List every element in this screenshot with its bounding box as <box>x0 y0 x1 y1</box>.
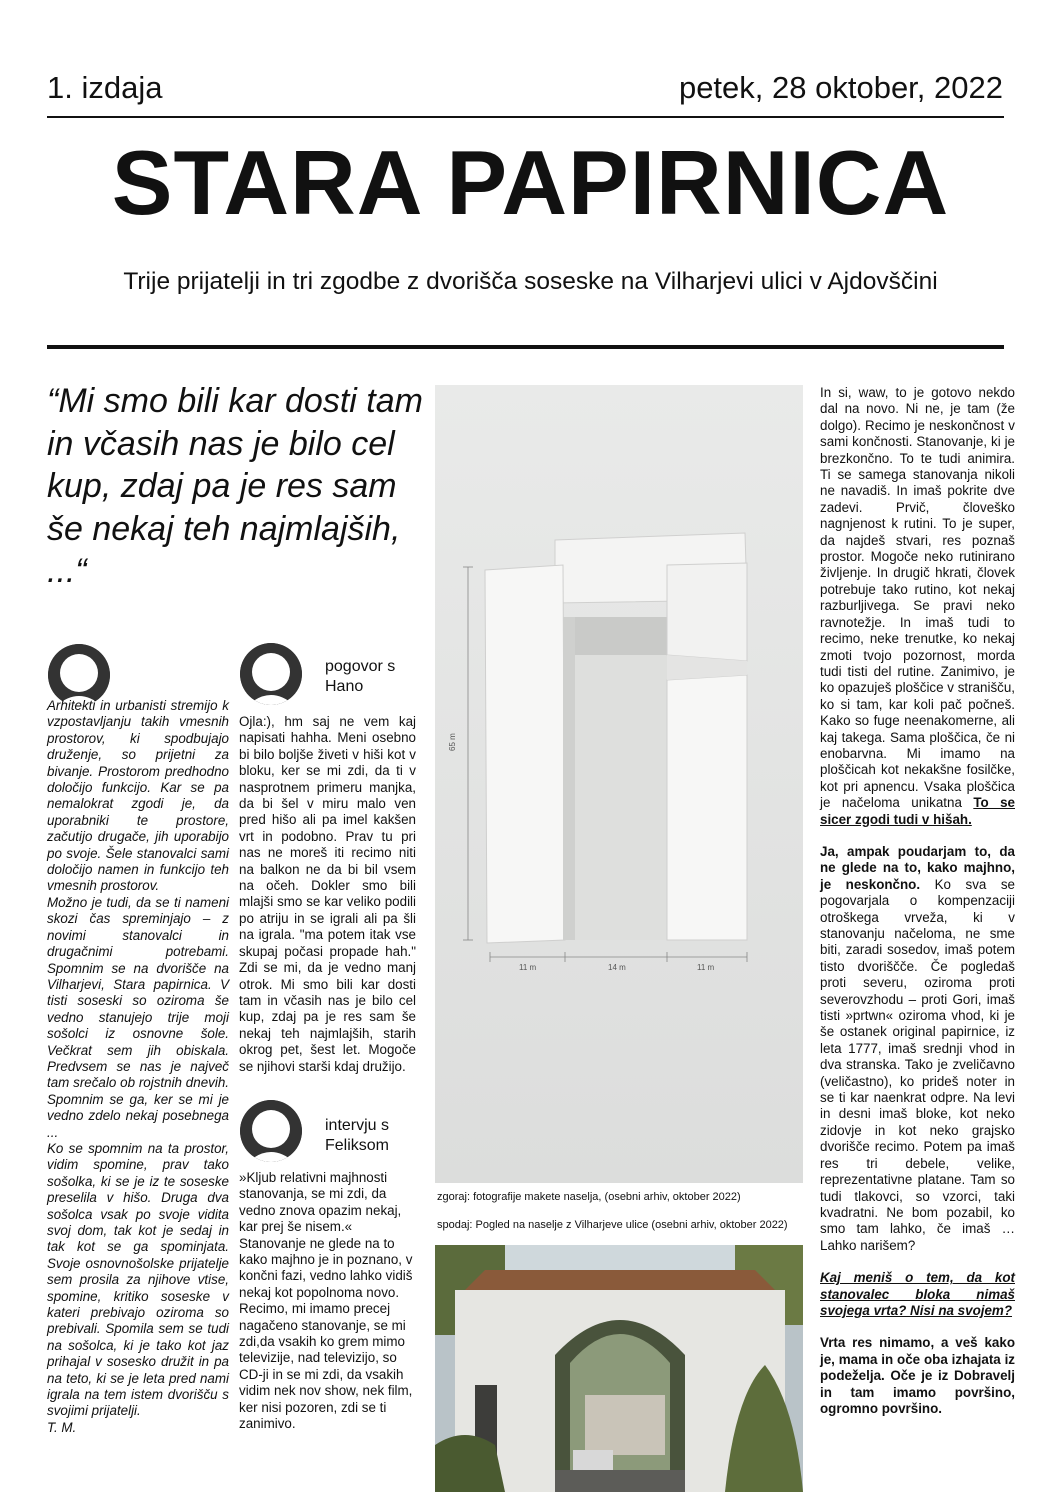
intro-paragraph: Arhitekti in urbanisti stremijo k vzpostavljanju takih vmesnih prostorov, ki spodbujajo druženje, so prijetni za bivanje. Prostorom predhodno določijo funkcijo. Kar se pa nemalokrat zgodi je, da uporabniki te prostore, začutijo drugače, jih uporabijo po svoje. Šele stanovalci sami določijo namen in funkcijo teh vmesnih prostorov. <box>47 698 229 894</box>
masthead-subtitle: Trije prijatelji in tri zgodbe z dvorišča soseske na Vilharjevi ulici v Ajdovščini <box>123 268 938 295</box>
intro-signature: T. M. <box>47 1419 77 1435</box>
interview-feliks-continued <box>820 385 1015 1417</box>
interview-paragraph: Ojla:), hm saj ne vem kaj napisati hahha. Meni osebno bi bilo boljše živeti v hiši kot v bloku, ker se mi zdi, da ti v nasprotnem primeru manjka, da bi šel v miru malo ven pred hišo ali pa imel kakšen vrt in podobno. Prav tu pri nas ne moreš iti recimo niti na balkon ne da bi bil vsem na očeh. Dokler smo bili mlajši smo se kar veliko podili po atriju in se igrali ali pa šli na igrala. "ma potem itak vse skupaj počasi propade hah." Zdi se mi, da je vedno manj otrok. Mi smo bili kar dosti tam in včasih nas je bilo cel kup, zdaj pa je res sam še nekaj teh najmlajših, starih okrog pet, šest let. Mogoče se njihovi starši kdaj družijo. <box>239 714 416 1074</box>
model-photo <box>435 385 803 1183</box>
interview-hana-text <box>239 714 416 1075</box>
interview-question: Kaj meniš o tem, da kot stanovalec bloka nimaš svojega vrta? Nisi na svojem? <box>820 1270 1015 1318</box>
interview-paragraph: In si, waw, to je gotovo nekdo dal na novo. Ni ne, je tam (že dolgo). Recimo je neskončnost v sami končnosti. Stanovanje, ki je brezkončno. To te tudi animira. Ti se samega stanovanja nikoli ne navadiš. In imaš pokrite dve zadevi. Prvič, človeško nagnjenost k rutini. To je super, da najdeš stvari, res poznaš prostor. Mogoče neko rutinirano življenje. In drugič hkrati, človek potrebuje tako rutino, kot nekaj razburljivega. Se pravi neko ravnotežje. In imaš tudi to recimo, neke trenutke, ko nekaj zmoti tvojo pozornost, morda tudi tisti del rutine. Zanimivo, je ko opazuješ ploščice v stranišču, ko si tam, kar koli pač počneš. Kako so fuge neenakomerne, ali kaj takega. Sama ploščica, če ni enobarvna. Mi imamo na ploščicah kot nekakšne fosilčke, kot pri apnencu. Vsaka ploščica je načeloma unikatna <box>820 385 1016 811</box>
interview-byline: intervju s Feliksom <box>325 1117 390 1154</box>
interview-paragraph: Ko sva se pogovarjala o kompenzaciji otroškega vrveža, ki v stanovanju načeloma, ne sme biti, zaradi sosedov, imaš potem tisto dvoriščče. Če pogledaš proti severu, oziroma proti severovzhodu – proti Gori, imaš tisti »prtwn« oziroma vhod, ki je še ostanek original papirnice, iz leta 1777, imaš srednji vhod in dva stranska. Tako je zveličavno (veličastno), ko prideš noter in se ti kar naenkrat odpre. Na levi in desni imaš bloke, kot neko zidovje in kot neko grajsko dvorišče recimo. Potem pa imaš res tri debele, velike, reprezentativne platane. Tam so tudi tlakovci, so vzorci, taki kvadratni. Ne bom pozabil, ko smo tam lahko, če imaš … Lahko narišem? <box>820 876 1015 1253</box>
dim-mid-label: 14 m <box>608 963 626 972</box>
bottom-rule <box>47 345 1004 349</box>
intro-column <box>47 698 229 1436</box>
avatar-icon <box>48 644 110 706</box>
interview-paragraph: Stanovanje ne glede na to kako majhno je in poznano, v končni fazi, vedno lahko vidiš nekaj kot popolnoma novo. Recimo, mi imamo precej nagačeno stanovanje, se mi zdi,da vsakih ko grem mimo televizije, nad televizijo, so CD-ji in se mi zdi, da vsakih vidim nek nov show, nek film, ker nisi pozoren, zdi se ti zanimivo. <box>239 1235 413 1432</box>
masthead-title: STARA PAPIRNICA <box>111 133 950 234</box>
avatar-icon <box>240 643 302 705</box>
interview-quote: »Kljub relativni majhnosti stanovanja, se mi zdi, da vedno znova opazim nekaj, kar prej še nisem.« <box>239 1170 402 1235</box>
avatar-icon <box>240 1100 302 1162</box>
interview-feliks-text <box>239 1170 416 1433</box>
intro-paragraph: Možno je tudi, da se ti nameni skozi čas spreminjajo – z novimi stanovalci in drugačnimi potrebami. Spomnim se na dvorišče na Vilharjevi, Stara papirnica. V tisti soseski so oziroma še vedno stanujejo trije moji sošolci iz osnovne šole. Večkrat sem jih obiskala. Predvsem se nas je največ tam srečalo ob rojstnih dnevih. Spomnim se ga, ker se mi je vedno zdelo nekaj posebnega ... <box>47 894 229 1140</box>
top-rule <box>47 116 1004 118</box>
caption-top: zgoraj: fotografije makete naselja, (osebni arhiv, oktober 2022) <box>437 1191 741 1203</box>
intro-paragraph: Ko se spomnim na ta prostor, vidim spomine, prav tako sošolka, ki se je iz te soseske preselila v hišo. Druga dva sošolca vsak po svoje vidita svoj dom, tak kot je sedaj in tak kot se ga spominjata. Svoje osnovnošolske prijatelje sem prosila za njihove vtise, spomine, kritiko soseske v kateri prebivajo oziroma so prebivali. Spomila sem se tudi na sošolca, ki je tako kot jaz prihajal v sosesko družit in pa na teto, ki se je leta pred nami igrala na tem istem dvorišču s svojimi prijatelji. <box>47 1140 229 1419</box>
emphasis-statement: Ja, ampak poudarjam to, da ne glede na to, kako majhno, je neskončno. <box>820 843 1015 892</box>
caption-bottom: spodaj: Pogled na naselje z Vilharjeve ulice (osebni arhiv, oktober 2022) <box>437 1219 788 1231</box>
gate-photo <box>435 1245 803 1492</box>
issue-date: petek, 28 oktober, 2022 <box>678 70 1003 105</box>
pull-quote: “Mi smo bili kar dosti tam in včasih nas je bilo cel kup, zdaj pa je res sam še nekaj teh najmlajših, ...“ <box>47 382 423 590</box>
dim-right-label: 11 m <box>697 963 715 972</box>
interview-answer: Vrta res nimamo, a veš kako je, mama in oče oba izhajata iz podeželja. Oče je iz Dobravelj in tam imamo površino, ogromno površino. <box>820 1335 1015 1416</box>
dim-left-label: 11 m <box>519 963 537 972</box>
edition-number: 1. izdaja <box>47 70 163 105</box>
interview-byline: pogovor s Hano <box>325 658 396 695</box>
underlined-remark: To se sicer zgodi tudi v hišah. <box>820 795 1015 827</box>
dim-height-label: 65 m <box>448 733 457 751</box>
